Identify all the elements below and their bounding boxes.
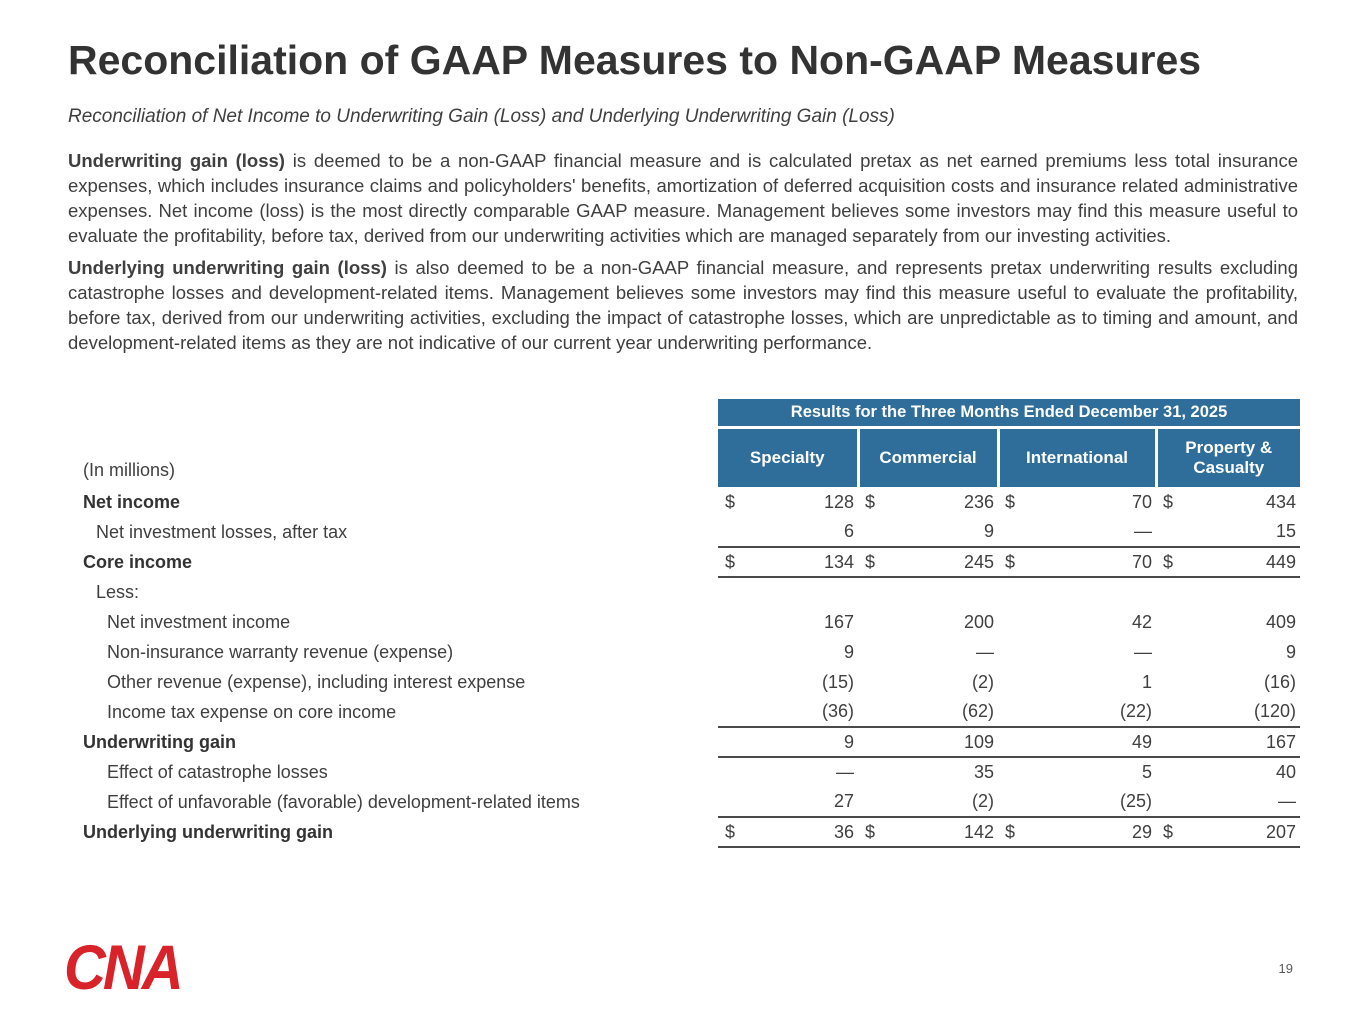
row-label: Effect of catastrophe losses [107, 761, 328, 782]
units-label: (In millions) [83, 460, 176, 481]
cell-international [998, 547, 1156, 577]
cell-commercial [858, 547, 998, 577]
cell-commercial [858, 787, 998, 817]
cell-property-casualty [1156, 547, 1300, 577]
cell-property-casualty [1156, 637, 1300, 667]
currency-symbol: $ [865, 491, 876, 512]
table-row-underwriting-gain [83, 727, 1300, 757]
row-label: Income tax expense on core income [107, 701, 397, 722]
row-label: Other revenue (expense), including interest expense [107, 671, 526, 692]
currency-symbol: $ [1005, 551, 1016, 572]
cell-value: 15 [1276, 521, 1297, 542]
row-label: Effect of unfavorable (favorable) development-related items [107, 791, 580, 812]
table-row-non-insurance-warranty [83, 637, 1300, 667]
cell-specialty [718, 487, 858, 517]
cell-value: (2) [972, 791, 994, 812]
cell-international [998, 667, 1156, 697]
cell-specialty [718, 697, 858, 727]
row-label: Net investment income [107, 611, 291, 632]
cell-value: 245 [963, 551, 994, 572]
table-row-net-investment-income [83, 607, 1300, 637]
table-row-net-income [83, 487, 1300, 517]
cell-value: (36) [821, 701, 854, 722]
cell-value: 207 [1265, 821, 1297, 842]
table-row-underlying-underwriting-gain [83, 817, 1300, 847]
cell-value: 40 [1276, 762, 1297, 783]
cell-value: 9 [843, 731, 854, 752]
cell-value: 70 [1131, 551, 1152, 572]
banner-row [83, 399, 1300, 427]
cell-value: 70 [1131, 491, 1152, 512]
cell-specialty [718, 757, 858, 787]
currency-symbol: $ [725, 551, 736, 572]
reconciliation-table-wrap [83, 399, 1298, 848]
row-label: Core income [83, 551, 193, 572]
cell-international [998, 517, 1156, 547]
cell-property-casualty [1156, 817, 1300, 847]
cell-value: — [976, 641, 994, 662]
paragraph-underlying-underwriting-gain [68, 255, 1298, 355]
banner-spacer [83, 399, 718, 427]
cell-value: (25) [1119, 791, 1152, 812]
cell-commercial [858, 607, 998, 637]
cell-commercial [858, 727, 998, 757]
cell-value: 27 [833, 791, 854, 812]
cell-value: 9 [843, 641, 854, 662]
cell-value: 1 [1141, 671, 1152, 692]
cell-specialty [718, 517, 858, 547]
row-label: Net investment losses, after tax [96, 521, 348, 542]
row-label: Underwriting gain [83, 731, 236, 752]
cell-commercial [858, 757, 998, 787]
cell-specialty [718, 577, 858, 607]
cell-property-casualty [1156, 607, 1300, 637]
column-header-international: International [998, 427, 1156, 487]
cell-value: 9 [1286, 641, 1297, 662]
column-header-property-casualty: Property & Casualty [1156, 427, 1300, 487]
cell-property-casualty [1156, 787, 1300, 817]
cell-specialty [718, 787, 858, 817]
cell-property-casualty [1156, 667, 1300, 697]
cell-property-casualty [1156, 757, 1300, 787]
cell-value: 167 [823, 611, 854, 632]
table-row-effect-development-items [83, 787, 1300, 817]
cell-international [998, 787, 1156, 817]
cell-international [998, 697, 1156, 727]
cell-value: (2) [972, 671, 994, 692]
currency-symbol: $ [1163, 551, 1174, 572]
currency-symbol: $ [725, 821, 736, 842]
row-label: Non-insurance warranty revenue (expense) [107, 641, 454, 662]
cell-value: 142 [963, 821, 994, 842]
cell-property-casualty [1156, 577, 1300, 607]
paragraph-body: is also deemed to be a non-GAAP financial measure, and represents pretax underwriting results excluding catastrophe losses and development-related items. Management believes some investors may find this measure useful to evaluate the profitability, before tax, derived from our underwriting activities, excluding the impact of catastrophe losses, which are unpredictable as to timing and amount, and development-related items as they are not indicative of our current year underwriting performance. [68, 257, 1298, 354]
cell-international [998, 487, 1156, 517]
cell-international [998, 727, 1156, 757]
table-row-other-revenue [83, 667, 1300, 697]
cell-value: 434 [1265, 491, 1297, 512]
table-row-effect-catastrophe-losses [83, 757, 1300, 787]
cell-commercial [858, 817, 998, 847]
cell-value: — [1278, 791, 1297, 812]
cell-property-casualty [1156, 697, 1300, 727]
cell-value: 449 [1265, 551, 1297, 572]
cell-property-casualty [1156, 487, 1300, 517]
cell-commercial [858, 637, 998, 667]
table-row-core-income [83, 547, 1300, 577]
row-label: Net income [83, 491, 181, 512]
cell-specialty [718, 727, 858, 757]
row-label: Underlying underwriting gain [83, 821, 334, 842]
currency-symbol: $ [865, 821, 876, 842]
currency-symbol: $ [865, 551, 876, 572]
paragraph-lead: Underwriting gain (loss) [68, 150, 285, 172]
cell-commercial [858, 577, 998, 607]
cell-specialty [718, 817, 858, 847]
paragraph-underwriting-gain [68, 148, 1298, 248]
cna-logo: CNA [64, 932, 181, 1003]
cell-international [998, 637, 1156, 667]
cell-commercial [858, 697, 998, 727]
cell-specialty [718, 607, 858, 637]
column-header-row [83, 427, 1300, 487]
cell-value: 36 [833, 821, 854, 842]
cell-commercial [858, 487, 998, 517]
subtitle: Reconciliation of Net Income to Underwriting Gain (Loss) and Underlying Underwriting Gain (Loss) [68, 106, 895, 128]
cell-commercial [858, 667, 998, 697]
reconciliation-table [83, 399, 1300, 848]
cell-value: 5 [1141, 762, 1152, 783]
table-banner: Results for the Three Months Ended December 31, 2025 [718, 399, 1300, 427]
cell-value: 35 [973, 762, 994, 783]
currency-symbol: $ [725, 491, 736, 512]
cell-international [998, 607, 1156, 637]
table-row-net-investment-losses [83, 517, 1300, 547]
cell-value: — [1134, 641, 1152, 662]
cell-value: (15) [821, 671, 854, 692]
cell-commercial [858, 517, 998, 547]
cell-value: 9 [983, 521, 994, 542]
table-row-less [83, 577, 1300, 607]
table-row-income-tax-expense [83, 697, 1300, 727]
cell-value: 134 [823, 551, 854, 572]
cell-international [998, 757, 1156, 787]
column-header-commercial: Commercial [858, 427, 998, 487]
cell-value: 167 [1265, 731, 1297, 752]
cell-value: 200 [963, 611, 994, 632]
cell-specialty [718, 637, 858, 667]
cell-property-casualty [1156, 517, 1300, 547]
cell-value: (22) [1119, 701, 1152, 722]
paragraph-body: is deemed to be a non-GAAP financial measure and is calculated pretax as net earned premiums less total insurance expenses, which includes insurance claims and policyholders' benefits, amortization of deferred acquisition costs and insurance related administrative expenses. Net income (loss) is the most directly comparable GAAP measure. Management believes some investors may find this measure useful to evaluate the profitability, before tax, derived from our underwriting activities which are managed separately from our investing activities. [68, 150, 1298, 247]
cell-value: 6 [843, 521, 854, 542]
page-title: Reconciliation of GAAP Measures to Non-GAAP Measures [68, 37, 1202, 83]
cell-property-casualty [1156, 727, 1300, 757]
cell-value: 409 [1265, 611, 1297, 632]
cell-value: — [836, 762, 854, 783]
cell-value: 42 [1131, 611, 1152, 632]
cell-value: 109 [963, 731, 994, 752]
cell-value: (16) [1264, 671, 1297, 692]
cell-value: — [1134, 521, 1152, 542]
cell-international [998, 577, 1156, 607]
cell-value: (62) [961, 701, 994, 722]
cell-specialty [718, 667, 858, 697]
column-header-specialty: Specialty [718, 427, 858, 487]
cell-international [998, 817, 1156, 847]
paragraph-lead: Underlying underwriting gain (loss) [68, 257, 387, 279]
row-label: Less: [96, 581, 140, 602]
cell-value: (120) [1254, 701, 1297, 722]
cell-value: 128 [823, 491, 854, 512]
currency-symbol: $ [1005, 821, 1016, 842]
cell-value: 236 [963, 491, 994, 512]
currency-symbol: $ [1163, 491, 1174, 512]
currency-symbol: $ [1163, 821, 1174, 842]
cell-value: 49 [1131, 731, 1152, 752]
cell-specialty [718, 547, 858, 577]
page-number: 19 [1278, 961, 1293, 976]
currency-symbol: $ [1005, 491, 1016, 512]
cell-value: 29 [1131, 821, 1152, 842]
